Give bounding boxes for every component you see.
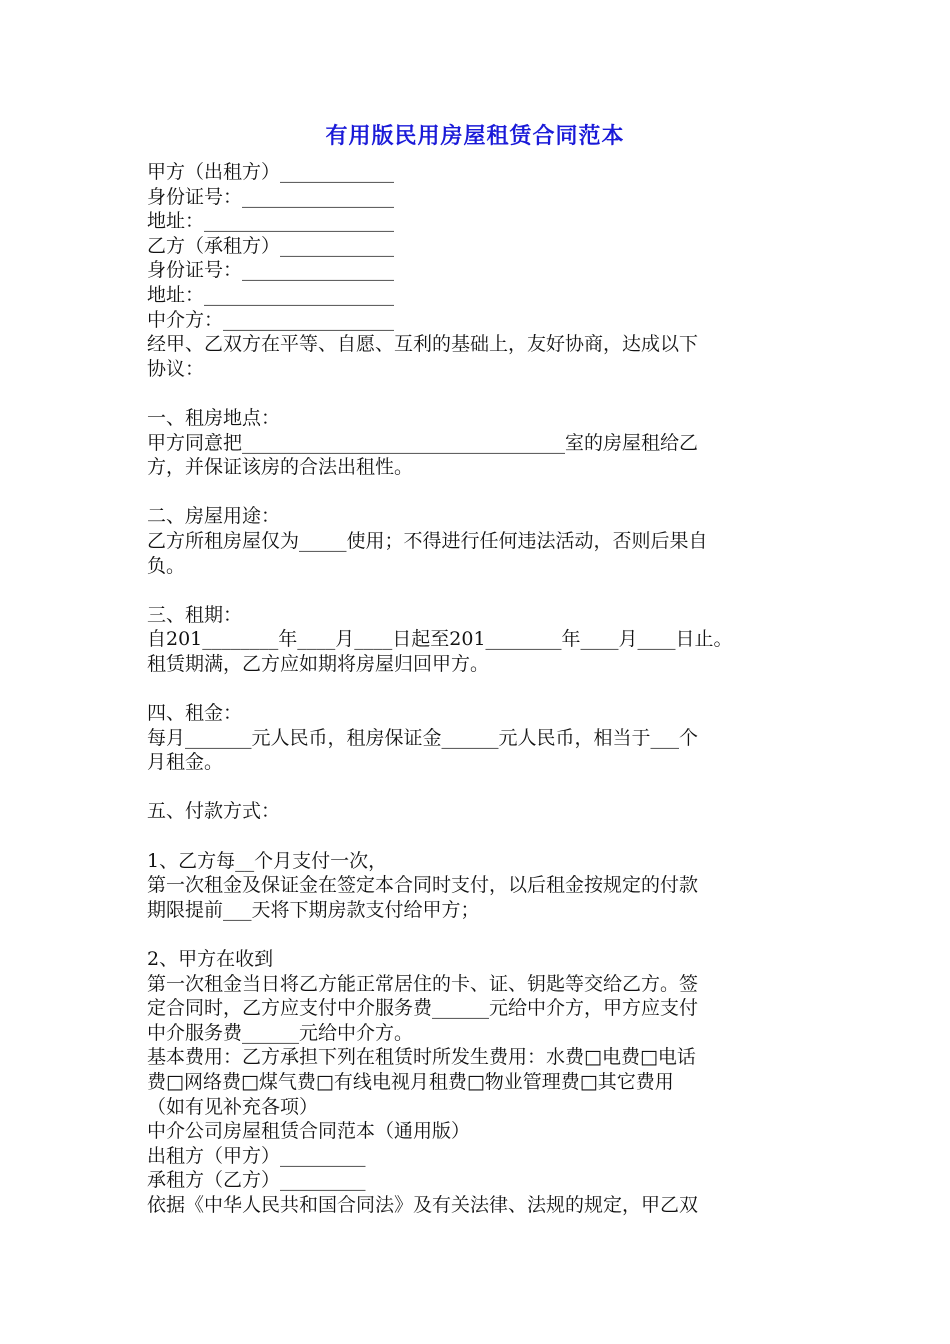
text-line: 身份证号：________________ [147,185,395,208]
text-line: 地址：____________________ [147,283,395,306]
document-title: 有用版民用房屋租赁合同范本 [325,124,625,149]
text-line: 协议： [147,357,205,380]
text-line: 甲方（出租方）____________ [147,161,395,183]
blank-line [147,578,827,603]
contract-body [147,160,827,1218]
text-line: 二、房屋用途： [147,505,281,528]
text-line: 中介服务费______元给中介方。 [147,1021,414,1044]
blank-line [147,922,827,947]
text-line: 乙方所租房屋仅为_____使用；不得进行任何违法活动，否则后果自 [147,529,708,552]
text-line: 甲方同意把__________________________________室的房屋租给乙 [147,431,699,454]
text-line: 承租方（乙方）_________ [147,1169,366,1192]
blank-line [147,775,827,800]
text-line: 三、租期： [147,603,243,626]
text-line: 基本费用：乙方承担下列在租赁时所发生费用：水费□电费□电话 [147,1046,696,1069]
text-line: 每月_______元人民币，租房保证金______元人民币，相当于___个 [147,726,699,749]
blank-line [147,824,827,849]
blank-line [147,381,827,406]
text-line: 方，并保证该房的合法出租性。 [147,456,414,479]
text-line: 月租金。 [147,751,224,774]
text-line: 第一次租金及保证金在签定本合同时支付，以后租金按规定的付款 [147,874,699,897]
text-line: 依据《中华人民共和国合同法》及有关法律、法规的规定，甲乙双 [147,1193,699,1216]
text-line: 乙方（承租方）____________ [147,234,395,257]
text-line: 五、付款方式： [147,800,281,823]
text-line: 期限提前___天将下期房款支付给甲方； [147,898,480,921]
text-line: 身份证号：________________ [147,259,395,282]
text-line: 租赁期满，乙方应如期将房屋归回甲方。 [147,652,490,675]
text-line: 1、乙方每__个月支付一次， [147,849,388,872]
text-line: 负。 [147,554,186,577]
text-line: 第一次租金当日将乙方能正常居住的卡、证、钥匙等交给乙方。签 [147,972,699,995]
text-line: 一、租房地点： [147,406,281,429]
blank-line [147,676,827,701]
text-line: （如有见补充各项） [147,1095,319,1118]
text-line: 四、租金： [147,702,243,725]
text-line: 地址：____________________ [147,210,395,233]
text-line: 出租方（甲方）_________ [147,1144,366,1167]
text-line: 自201________年____月____日起至201________年____月____日止。 [147,628,733,651]
text-line: 定合同时，乙方应支付中介服务费______元给中介方，甲方应支付 [147,997,699,1020]
text-line: 经甲、乙双方在平等、自愿、互利的基础上，友好协商，达成以下 [147,333,699,356]
text-line: 中介公司房屋租赁合同范本（通用版） [147,1120,471,1143]
blank-line [147,480,827,505]
text-line: 中介方：__________________ [147,308,395,331]
text-line: 费□网络费□煤气费□有线电视月租费□物业管理费□其它费用 [147,1070,674,1093]
text-line: 2、甲方在收到 [147,948,274,970]
